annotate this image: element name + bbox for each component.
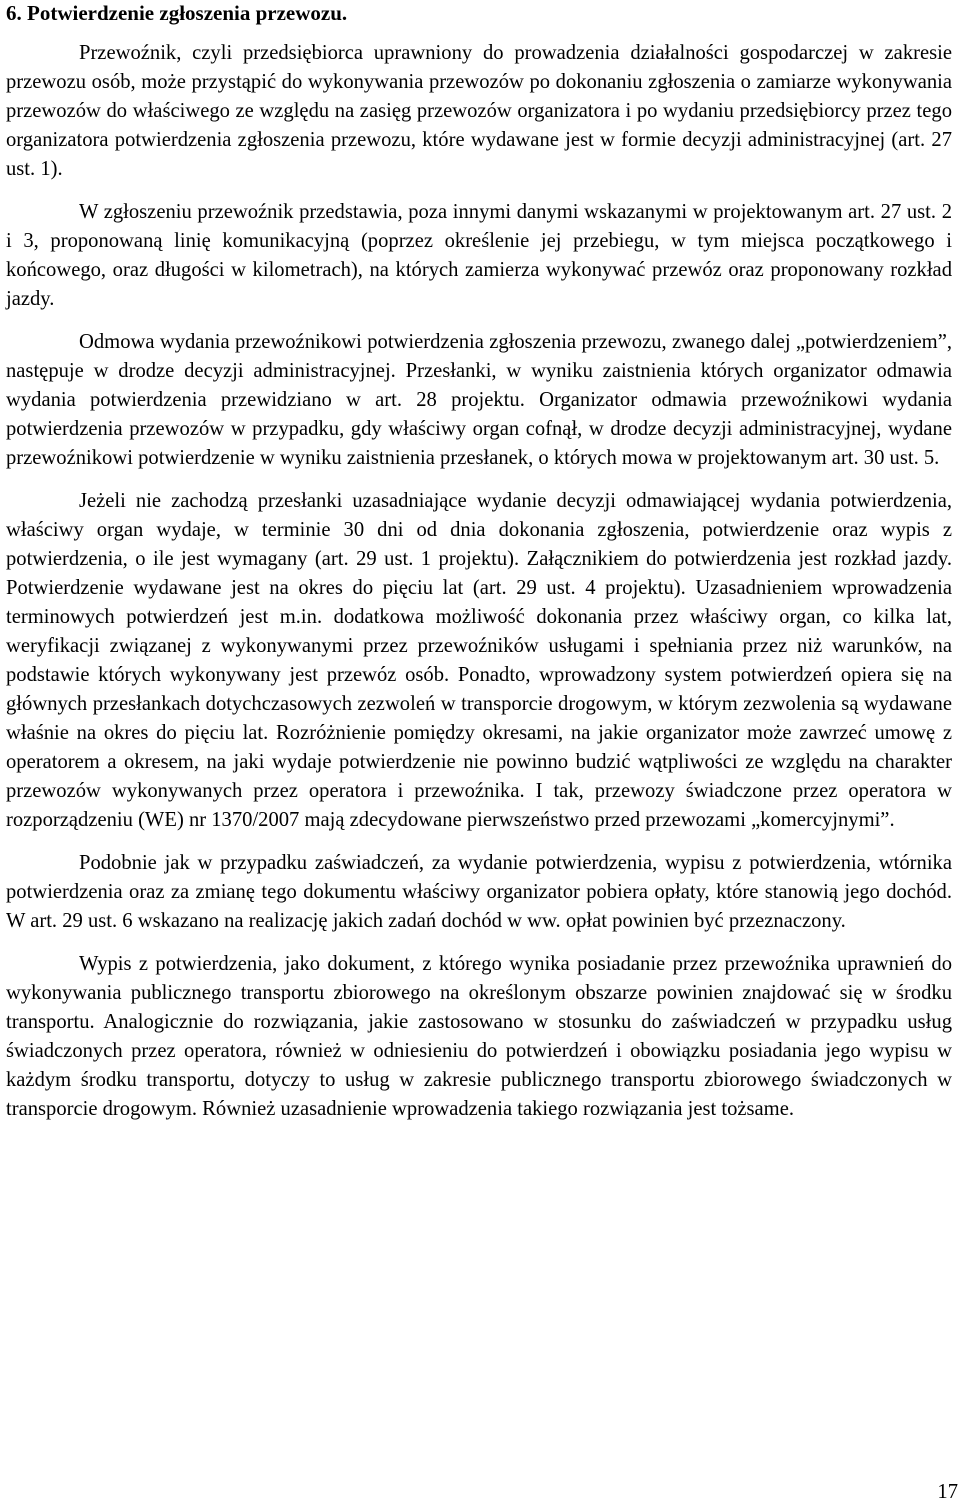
- document-page: [6, 0, 952, 1138]
- paragraph-4: Jeżeli nie zachodzą przesłanki uzasadniające wydanie decyzji odmawiającej wydania potwierdzenia, właściwy organ wydaje, w terminie 30 dni od dnia dokonania zgłoszenia, potwierdzenie oraz wypis z potwierdzenia, o ile jest wymagany (art. 29 ust. 1 projektu). Załącznikiem do potwierdzenia jest rozkład jazdy. Potwierdzenie wydawane jest na okres do pięciu lat (art. 29 ust. 4 projektu). Uzasadnieniem wprowadzenia terminowych potwierdzeń jest m.in. dodatkowa możliwość dokonania przez właściwy organ, co kilka lat, weryfikacji związanej z wykonywanymi przez przewoźników usługami i spełniania przez niż warunków, na podstawie których wykonywany jest przewóz osób. Ponadto, wprowadzony system potwierdzeń opiera się na głównych przesłankach dotychczasowych zezwoleń w transporcie drogowym, w którym zezwolenia są wydawane właśnie na okres do pięciu lat. Rozróżnienie pomiędzy okresami, na jakie organizator może zawrzeć umowę z operatorem a okresem, na jaki wydaje potwierdzenie nie powinno budzić wątpliwości ze względu na charakter przewozów wykonywanych przez operatora i przewoźnika. I tak, przewozy świadczone przez operatora w rozporządzeniu (WE) nr 1370/2007 mają zdecydowane pierwszeństwo przed przewozami „komercyjnymi”.: [6, 490, 952, 831]
- section-heading: 6. Potwierdzenie zgłoszenia przewozu.: [6, 1, 348, 25]
- paragraph-1: Przewoźnik, czyli przedsiębiorca uprawniony do prowadzenia działalności gospodarczej w zakresie przewozu osób, może przystąpić do wykonywania przewozów po dokonaniu zgłoszenia o zamiarze wykonywania przewozów do właściwego ze względu na zasięg przewozów organizatora i po wydaniu przedsiębiorcy przez tego organizatora potwierdzenia zgłoszenia przewozu, które wydawane jest w formie decyzji administracyjnej (art. 27 ust. 1).: [6, 42, 952, 180]
- paragraph-5: Podobnie jak w przypadku zaświadczeń, za wydanie potwierdzenia, wypisu z potwierdzenia, wtórnika potwierdzenia oraz za zmianę tego dokumentu właściwy organizator pobiera opłaty, które stanowią jego dochód. W art. 29 ust. 6 wskazano na realizację jakich zadań dochód w ww. opłat powinien być przeznaczony.: [6, 852, 952, 932]
- paragraph-3: Odmowa wydania przewoźnikowi potwierdzenia zgłoszenia przewozu, zwanego dalej „potwierdzeniem”, następuje w drodze decyzji administracyjnej. Przesłanki, w wyniku zaistnienia których organizator odmawia wydania potwierdzenia przewidziano w art. 28 projektu. Organizator odmawia przewoźnikowi wydania potwierdzenia przewozów w przypadku, gdy właściwy organ cofnął, w drodze decyzji administracyjnej, wydane przewoźnikowi potwierdzenie w wyniku zaistnienia przesłanek, o których mowa w projektowanym art. 30 ust. 5.: [6, 331, 952, 469]
- paragraph-6: Wypis z potwierdzenia, jako dokument, z którego wynika posiadanie przez przewoźnika uprawnień do wykonywania publicznego transportu zbiorowego na określonym obszarze powinien znajdować się w środku transportu. Analogicznie do rozwiązania, jakie zastosowano w stosunku do zaświadczeń w przypadku usług świadczonych przez operatora, również w odniesieniu do potwierdzeń i obowiązku posiadania jego wypisu w każdym środku transportu, dotyczy to usług w zakresie publicznego transportu zbiorowego świadczonych w transporcie drogowym. Również uzasadnienie wprowadzenia takiego rozwiązania jest tożsame.: [6, 953, 952, 1120]
- paragraph-2: W zgłoszeniu przewoźnik przedstawia, poza innymi danymi wskazanymi w projektowanym art. 27 ust. 2 i 3, proponowaną linię komunikacyjną (poprzez określenie jej przebiegu, w tym miejsca początkowego i końcowego, oraz długości w kilometrach), na których zamierza wykonywać przewóz oraz proponowany rozkład jazdy.: [6, 201, 952, 310]
- page-number: 17: [937, 1481, 958, 1503]
